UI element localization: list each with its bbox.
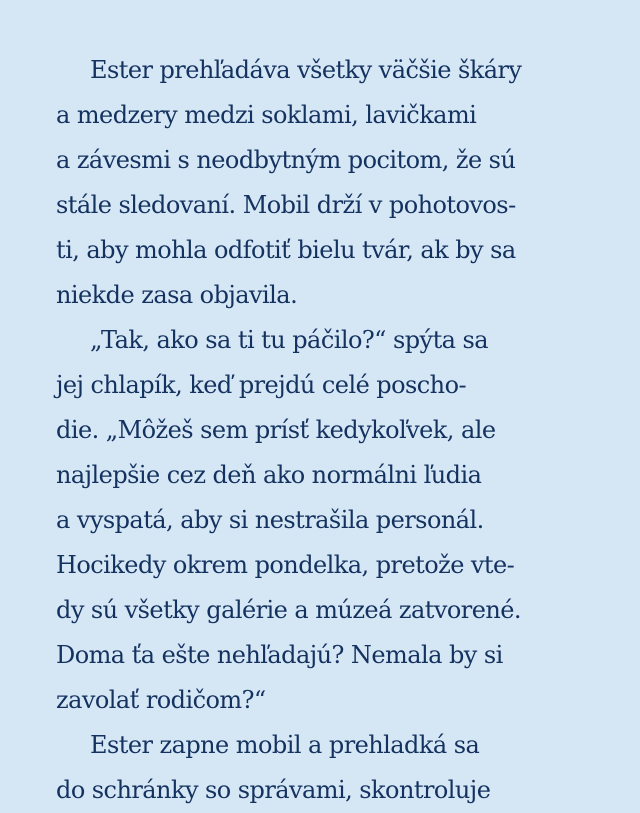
paragraph-1-line-3: a závesmi s neodbytným pocitom, že sú: [56, 146, 516, 174]
paragraph-2-line-8: Doma ťa ešte nehľadajú? Nemala by si: [56, 641, 503, 669]
paragraph-2-line-3: die. „Môžeš sem prísť kedykoľvek, ale: [56, 416, 496, 444]
paragraph-2-line-6: Hocikedy okrem pondelka, pretože vte-: [56, 551, 515, 579]
paragraph-2-line-4: najlepšie cez deň ako normálni ľudia: [56, 461, 482, 489]
paragraph-1-line-6: niekde zasa objavila.: [56, 281, 298, 309]
paragraph-3-line-1: Ester zapne mobil a prehladká sa: [90, 731, 480, 759]
paragraph-2-line-1: „Tak, ako sa ti tu páčilo?“ spýta sa: [90, 326, 489, 354]
paragraph-2-line-9: zavolať rodičom?“: [56, 686, 266, 714]
paragraph-2-line-2: jej chlapík, keď prejdú celé poscho-: [56, 371, 467, 399]
paragraph-2-line-5: a vyspatá, aby si nestrašila personál.: [56, 506, 484, 534]
paragraph-1-line-5: ti, aby mohla odfotiť bielu tvár, ak by sa: [56, 236, 516, 264]
paragraph-3-line-2: do schránky so správami, skontroluje: [56, 776, 491, 804]
page-text: [56, 48, 596, 813]
paragraph-1-line-2: a medzery medzi soklami, lavičkami: [56, 101, 477, 129]
paragraph-1-line-4: stále sledovaní. Mobil drží v pohotovos-: [56, 191, 516, 219]
paragraph-1-line-1: Ester prehľadáva všetky väčšie škáry: [90, 56, 522, 84]
paragraph-2-line-7: dy sú všetky galérie a múzeá zatvorené.: [56, 596, 521, 624]
